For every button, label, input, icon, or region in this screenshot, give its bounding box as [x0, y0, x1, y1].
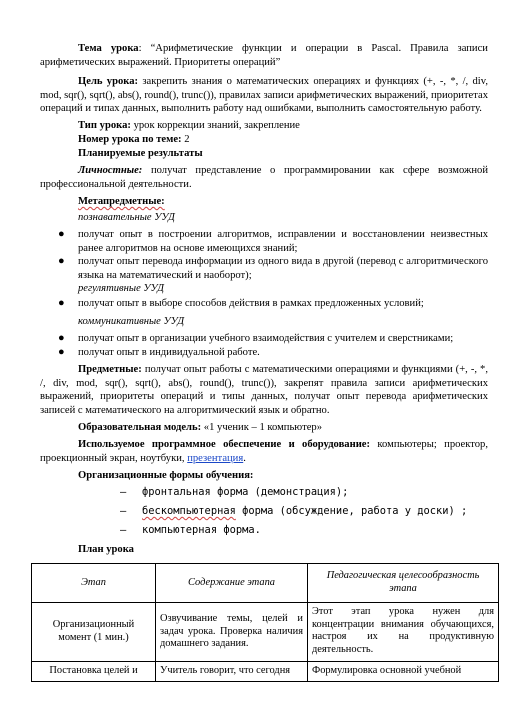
- plan-heading: План урока: [78, 544, 134, 555]
- lesson-number-label: Номер урока по теме:: [78, 134, 182, 145]
- form-item-1: – фронтальная форма (демонстрация);: [120, 486, 349, 498]
- results-heading: Планируемые результаты: [78, 148, 203, 159]
- software-text: компьютеры; проектор, проекционный экран, ноутбуки,: [40, 439, 488, 464]
- cognitive-heading: познавательные УУД: [78, 212, 175, 223]
- cognitive-item-1: ● получат опыт в построении алгоритмов, исправлении и восстановлении неизвестных ранее алгоритмов на основе имеющихся знаний;: [58, 228, 488, 254]
- form-item-2: – бескомпьютерная форма (обсуждение, работа у доски) ;: [120, 505, 468, 517]
- bullet-icon: ●: [58, 297, 65, 309]
- cognitive-item-2: ● получат опыт перевода информации из одного вида в другой (перевод с алгоритмического языка на математический и наоборот);: [58, 255, 488, 281]
- lesson-number-value: 2: [184, 134, 190, 145]
- communicative-heading: коммуникативные УУД: [78, 316, 185, 327]
- meta-heading: Метапредметные:: [78, 196, 165, 207]
- cell-stage: Постановка целей и: [32, 662, 156, 682]
- subject-label: Предметные:: [78, 364, 142, 375]
- bullet-icon: ●: [58, 255, 65, 267]
- personal-label: Личностные:: [78, 165, 143, 176]
- cell-content: Учитель говорит, что сегодня: [156, 662, 308, 682]
- model-label: Образовательная модель:: [78, 422, 202, 433]
- model-text: «1 ученик – 1 компьютер»: [203, 422, 322, 433]
- column-header-content: Содержание этапа: [156, 564, 308, 603]
- lesson-type-text: урок коррекции знаний, закрепление: [133, 120, 300, 131]
- model-line: [78, 421, 488, 435]
- forms-heading: Организационные формы обучения:: [78, 470, 254, 481]
- bullet-icon: ●: [58, 332, 65, 344]
- topic-paragraph: [40, 42, 488, 69]
- presentation-link[interactable]: презентация: [187, 452, 244, 464]
- goal-label: Цель урока:: [78, 76, 139, 87]
- goal-text: закрепить знания о математических операциях и функциях (+, -, *, /, div, mod, sqr(), sqrt(), abs(), round(), trunc()), правилах записи арифметических выражений, приоритетах операций и типах данных, выполнить работу над ошибками, выполнить самостоятельную работу.: [40, 76, 488, 115]
- communicative-item-1: ● получат опыт в организации учебного взаимодействия с учителем и сверстниками;: [58, 332, 454, 344]
- software-label: Используемое программное обеспечение и оборудование:: [78, 439, 371, 450]
- communicative-item-2: ● получат опыт в индивидуальной работе.: [58, 346, 260, 358]
- subject-text: получат опыт работы с математическими операциями и функциями (+, -, *, /, div, mod, sqr(), sqrt(), abs(), round(), trunc()), закрепят правила записи арифметических выражений, приоритеты операций и типы данных, получат опыт перевода арифметических записей с математического на алгоритмический язык и обратно.: [40, 364, 488, 416]
- cell-stage: Организационный момент (1 мин.): [32, 603, 156, 662]
- column-header-purpose: Педагогическая целесообразность этапа: [308, 564, 499, 603]
- lesson-number-line: [78, 133, 488, 147]
- regulative-item-1: ● получат опыт в выборе способов действия в рамках предложенных условий;: [58, 297, 424, 309]
- personal-paragraph: [40, 164, 488, 191]
- subject-paragraph: [40, 363, 488, 417]
- bullet-icon: ●: [58, 228, 65, 240]
- cell-purpose: Этот этап урока нужен для концентрации внимания обучающихся, настроя их на продуктивную деятельность.: [308, 603, 499, 662]
- goal-paragraph: [40, 75, 488, 116]
- lesson-type-line: [78, 119, 488, 133]
- topic-label: Тема урока: [78, 43, 139, 54]
- lesson-type-label: Тип урока:: [78, 120, 131, 131]
- table-row: [32, 603, 499, 662]
- topic-text: : “Арифметические функции и операции в Pascal. Правила записи арифметических выражений. Приоритеты операций”: [40, 43, 488, 68]
- personal-text: получат представление о программировании как сфере возможной профессиональной деятельности.: [40, 165, 488, 190]
- bullet-icon: ●: [58, 346, 65, 358]
- cell-purpose: Формулировка основной учебной: [308, 662, 499, 682]
- table-header-row: [32, 564, 499, 603]
- form-item-3: – компьютерная форма.: [120, 524, 261, 536]
- software-paragraph: Используемое программное обеспечение и оборудование: компьютеры; проектор, проекционный экран, ноутбуки, презентация.: [40, 439, 488, 464]
- cell-content: Озвучивание темы, целей и задач урока. Проверка наличия домашнего задания.: [156, 603, 308, 662]
- column-header-stage: Этап: [32, 564, 156, 603]
- regulative-heading: регулятивные УУД: [78, 283, 164, 294]
- table-row: [32, 662, 499, 682]
- plan-table: [31, 563, 499, 682]
